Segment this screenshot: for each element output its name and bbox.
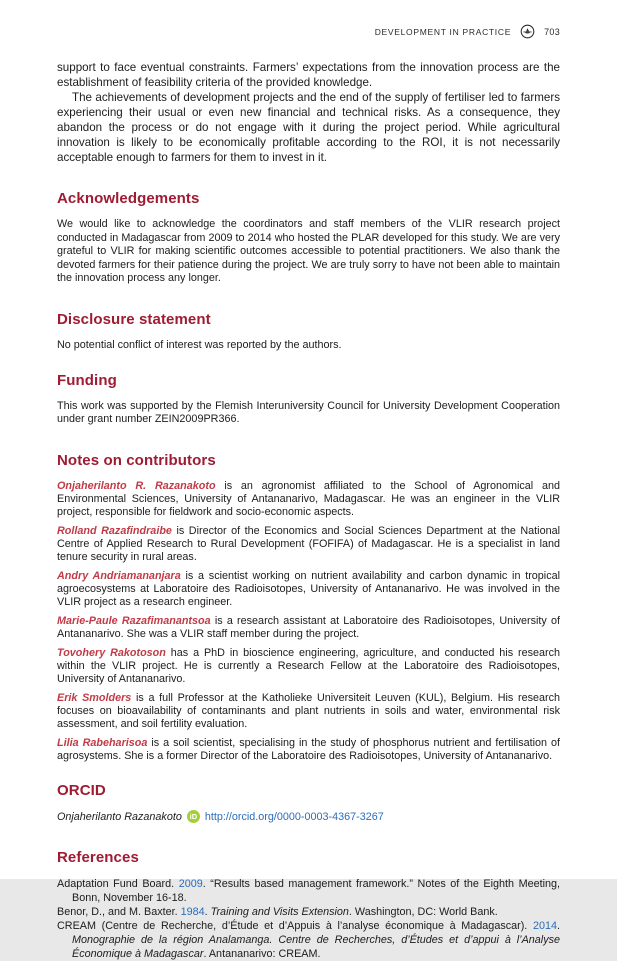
contributor-bio: is Director of the Economics and Social Sciences Department at the National Centre of Applied Research to Rural Development (FOFIFA) of Madagascar. He is a specialist in land tenure security in rural areas.: [57, 524, 560, 563]
reference-text: . Antananarivo: CREAM.: [203, 947, 321, 960]
contributor-name: Rolland Razafindraibe: [57, 524, 172, 537]
section-heading-acknowledgements: Acknowledgements: [57, 190, 200, 207]
orcid-link[interactable]: http://orcid.org/0000-0003-4367-3267: [204, 810, 384, 823]
reference-entry: [57, 905, 560, 919]
reference-text: CREAM (Centre de Recherche, d’Étude et d’Appuis à l’analyse économique à Madagascar).: [57, 919, 533, 932]
reference-text: . “Results based management framework.” Notes of the Eighth Meeting, Bonn, November 16-18.: [72, 877, 560, 904]
contributor-bio: is an agronomist affiliated to the School of Agronomical and Environmental Sciences, University of Antananarivo, Madagascar. He was an engineer in the VLIR project, responsible for fieldwork and socio-economic aspects.: [57, 479, 560, 518]
orcid-author-name: Onjaherilanto Razanakoto: [57, 810, 182, 823]
body-paragraph-continued: support to face eventual constraints. Farmers’ expectations from the innovation process are the establishment of feasibility criteria of the provided knowledge.: [57, 61, 560, 89]
contributor-entry: [57, 525, 560, 564]
orcid-icon: iD: [187, 810, 200, 823]
contributor-name: Onjaherilanto R. Razanakoto: [57, 479, 216, 492]
reference-title-italic: Training and Visits Extension: [210, 905, 349, 918]
contributor-name: Marie-Paule Razafimanantsoa: [57, 614, 211, 627]
section-heading-orcid: ORCID: [57, 781, 106, 799]
references-list: [57, 877, 560, 961]
contributor-entry: [57, 570, 560, 609]
page-number: 703: [544, 26, 560, 37]
contributor-entry: [57, 480, 560, 519]
acknowledgements-text: We would like to acknowledge the coordinators and staff members of the VLIR research project conducted in Madagascar from 2009 to 2014 who hosted the PLAR developed for this study. We are very grateful to VLIR for making scientific outcomes accessible to potential practitioners. We also thank the devoted farmers for their patience during the project. We are truly sorry to have not been able to maintain the innovation process any longer.: [57, 218, 560, 285]
contributor-name: Tovohery Rakotoson: [57, 646, 166, 659]
contributor-name: Erik Smolders: [57, 691, 132, 704]
journal-title: DEVELOPMENT IN PRACTICE: [374, 26, 512, 37]
contributor-bio: has a PhD in bioscience engineering, agriculture, and conducted his research within the VLIR project. He is currently a Research Fellow at the Laboratoire des Radioisotopes, University of Antananarivo.: [57, 646, 560, 685]
contributor-entry: [57, 615, 560, 641]
reference-year-link[interactable]: 2014: [532, 919, 557, 932]
reference-title-italic: Monographie de la région Analamanga. Centre de Recherches, d’Études et d’appui à l’Analyse Économique à Madagascar: [72, 933, 560, 960]
contributors-list: [57, 480, 560, 763]
contributor-bio: is a scientist working on nutrient availability and carbon dynamic in tropical agroecosystems at Laboratoire des Radioisotopes, University of Antananarivo. He was involved in the VLIR project as a research engineer.: [57, 569, 560, 608]
body-paragraph: The achievements of development projects and the end of the supply of fertiliser led to farmers experiencing their usual or even new financial and technical risks. As a consequence, they abandon the process or do not engage with it during the project period. While agricultural innovation is likely to be economically profitable according to the ROI, it is not necessarily acceptable enough to farmers for them to invest in it.: [57, 91, 560, 164]
contributor-name: Andry Andriamananjara: [57, 569, 181, 582]
reference-text: .: [557, 919, 560, 932]
contributor-entry: [57, 737, 560, 763]
orcid-entry: [57, 810, 560, 824]
contributor-bio: is a full Professor at the Katholieke Universiteit Leuven (KUL), Belgium. His research focuses on bioavailability of contaminants and plant nutrients in soils and water, environmental risk assessment, and soil fertility evaluation.: [57, 691, 560, 730]
funding-text: This work was supported by the Flemish Interuniversity Council for University Development Cooperation under grant number ZEIN2009PR366.: [57, 399, 560, 426]
reference-year-link[interactable]: 2009: [178, 877, 203, 890]
disclosure-text: No potential conflict of interest was reported by the authors.: [57, 338, 342, 351]
contributor-entry: [57, 647, 560, 686]
section-heading-references: References: [57, 848, 139, 866]
taylor-francis-logo-icon: [520, 24, 535, 39]
section-heading-disclosure: Disclosure statement: [57, 310, 211, 328]
reference-text: Adaptation Fund Board.: [57, 877, 179, 890]
running-header: [57, 24, 560, 39]
reference-entry: [57, 919, 560, 961]
article-backmatter: [57, 60, 560, 961]
reference-text: . Washington, DC: World Bank.: [348, 905, 498, 918]
reference-text: Benor, D., and M. Baxter.: [57, 905, 181, 918]
section-heading-contributors: Notes on contributors: [57, 451, 216, 469]
contributor-bio: is a research assistant at Laboratoire des Radioisotopes, University of Antananarivo. She was a VLIR staff member during the project.: [57, 614, 560, 640]
reference-text: .: [204, 905, 211, 918]
reference-entry: [57, 877, 560, 905]
contributor-bio: is a soil scientist, specialising in the study of phosphorus nutrient and fertilisation of agrosystems. She is a former Director of the Laboratoire des Radioisotopes, University of Antananarivo.: [57, 736, 560, 762]
contributor-name: Lilia Rabeharisoa: [57, 736, 148, 749]
contributor-entry: [57, 692, 560, 731]
section-heading-funding: Funding: [57, 371, 117, 389]
reference-year-link[interactable]: 1984: [180, 905, 205, 918]
